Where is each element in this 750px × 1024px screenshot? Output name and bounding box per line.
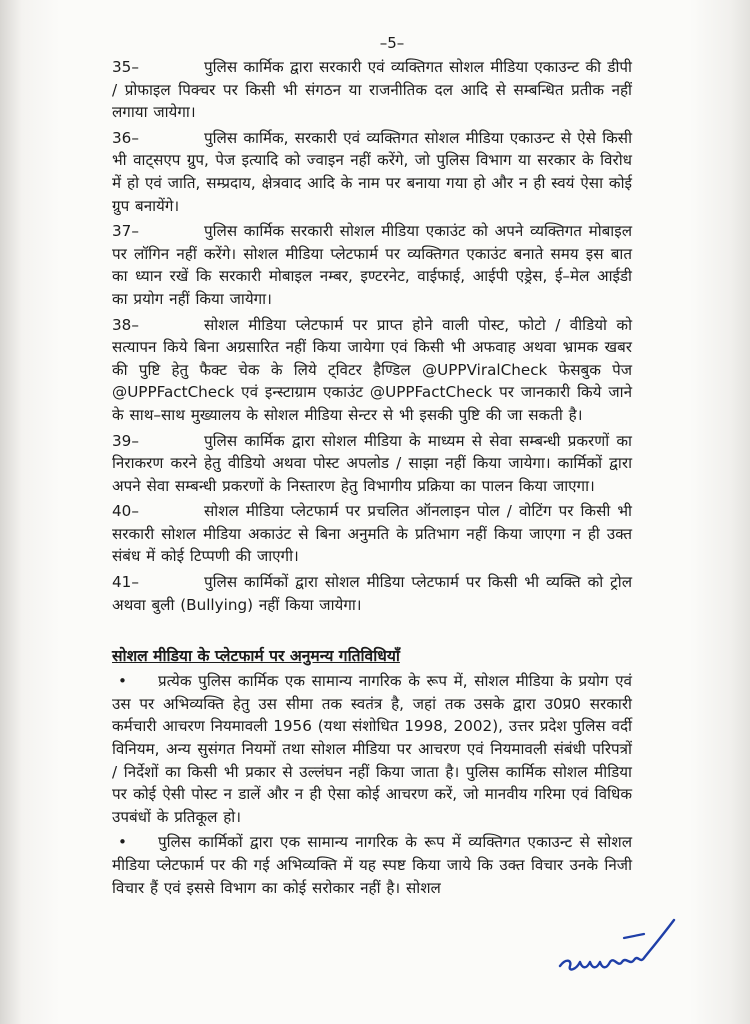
document-body [112, 34, 632, 902]
paragraph-40 [112, 500, 632, 568]
paragraph-number: 41– [112, 573, 139, 592]
paragraph-number: 39– [112, 431, 139, 450]
bullet-text: पुलिस कार्मिकों द्वारा एक सामान्य नागरिक के रूप में व्यक्तिगत एकाउन्ट से सोशल मीडिया प्लेटफार्म पर की गई अभिव्यक्ति में यह स्पष्ट किया जाये कि उक्त विचार उनके निजी विचार हैं एवं इससे विभाग का कोई सरोकार नहीं है। सोशल [112, 833, 632, 897]
bullet-marker: • [118, 672, 127, 691]
paragraph-text: पुलिस कार्मिक द्वारा सोशल मीडिया के माध्यम से सेवा सम्बन्धी प्रकरणों का निराकरण करने हेतु वीडियो अथवा पोस्ट अपलोड / साझा नहीं किया जायेगा। कार्मिकों द्वारा अपने सेवा सम्बन्धी प्रकरणों के निस्तारण हेतु विभागीय प्रक्रिया का पालन किया जाएगा। [112, 431, 632, 495]
paragraph-number: 38– [112, 315, 139, 334]
paragraph-text: सोशल मीडिया प्लेटफार्म पर प्राप्त होने वाली पोस्ट, फोटो / वीडियो को सत्यापन किये बिना अग्रसारित नहीं किया जायेगा एवं किसी भी अफवाह अथवा भ्रामक खबर की पुष्टि हेतु फैक्ट चेक के लिये ट्विटर हैण्डिल @UPPViralCheck फेसबुक पेज @UPPFactCheck एवं इन्स्टाग्राम एकाउंट @UPPFactCheck पर जानकारी किये जाने के साथ–साथ मुख्यालय के सोशल मीडिया सेन्टर से भी इसकी पुष्टि की जा सकती है। [112, 315, 632, 424]
section-heading: सोशल मीडिया के प्लेटफार्म पर अनुमन्य गतिविधियाँ [112, 647, 400, 666]
paragraph-text: सोशल मीडिया प्लेटफार्म पर प्रचलित ऑनलाइन पोल / वोटिंग पर किसी भी सरकारी सोशल मीडिया अकाउंट से बिना अनुमति के प्रतिभाग नहीं किया जाएगा न ही उक्त संबंध में कोई टिप्पणी की जाएगी। [112, 502, 632, 566]
paragraph-38 [112, 314, 632, 427]
paragraph-text: पुलिस कार्मिक सरकारी सोशल मीडिया एकाउंट को अपने व्यक्तिगत मोबाइल पर लॉगिन नहीं करेंगे। सोशल मीडिया प्लेटफार्म पर व्यक्तिगत एकाउंट बनाते समय इस बात का ध्यान रखें कि सरकारी मोबाइल नम्बर, इण्टरनेट, वाईफाई, आईपी एड्रेस, ई–मेल आईडी का प्रयोग नहीं किया जायेगा। [112, 222, 632, 308]
page-number: –5– [379, 34, 405, 52]
numbered-paragraphs [112, 56, 632, 616]
bullet-item [112, 670, 632, 828]
bullet-marker: • [118, 833, 127, 852]
paragraph-39 [112, 430, 632, 498]
paragraph-35 [112, 56, 632, 124]
paragraph-text: पुलिस कार्मिक, सरकारी एवं व्यक्तिगत सोशल मीडिया एकाउन्ट से ऐसे किसी भी वाट्सएप ग्रुप, पेज इत्यादि को ज्वाइन नहीं करेंगे, जो पुलिस विभाग या सरकार के विरोध में हो एवं जाति, सम्प्रदाय, क्षेत्रवाद आदि के नाम पर बनाया गया हो और न ही स्वयं ऐसा कोई ग्रुप बनायेंगे। [112, 128, 632, 215]
paragraph-number: 36– [112, 128, 139, 147]
handwritten-signature [552, 908, 692, 988]
bullet-text: प्रत्येक पुलिस कार्मिक एक सामान्य नागरिक के रूप में, सोशल मीडिया के प्रयोग एवं उस पर अभिव्यक्ति हेतु उस सीमा तक स्वतंत्र है, जहां तक उसके द्वारा उ0प्र0 सरकारी कर्मचारी आचरण नियमावली 1956 (यथा संशोधित 1998, 2002), उत्तर प्रदेश पुलिस वर्दी विनियम, अन्य सुसंगत नियमों तथा सोशल मीडिया पर आचरण एवं नियमावली संबंधी परिपत्रों / निर्देशों का किसी भी प्रकार से उल्लंघन नहीं किया जाता है। पुलिस कार्मिक सोशल मीडिया पर कोई ऐसी पोस्ट न डालें और न ही ऐसा कोई आचरण करें, जो मानवीय गरिमा एवं विधिक उपबंधों के प्रतिकूल हो। [112, 672, 632, 826]
paragraph-text: पुलिस कार्मिकों द्वारा सोशल मीडिया प्लेटफार्म पर किसी भी व्यक्ति को ट्रोल अथवा बुली (Bullying) नहीं किया जायेगा। [112, 573, 632, 614]
paragraph-text: पुलिस कार्मिक द्वारा सरकारी एवं व्यक्तिगत सोशल मीडिया एकाउन्ट की डीपी / प्रोफाइल पिक्चर पर किसी भी संगठन या राजनीतिक दल आदि से सम्बन्धित प्रतीक नहीं लगाया जायेगा। [112, 58, 632, 122]
paragraph-number: 37– [112, 222, 139, 241]
paragraph-37 [112, 220, 632, 310]
bullet-item [112, 831, 632, 899]
paragraph-41 [112, 571, 632, 616]
paragraph-36 [112, 127, 632, 217]
paragraph-number: 40– [112, 502, 139, 521]
paragraph-number: 35– [112, 58, 139, 76]
